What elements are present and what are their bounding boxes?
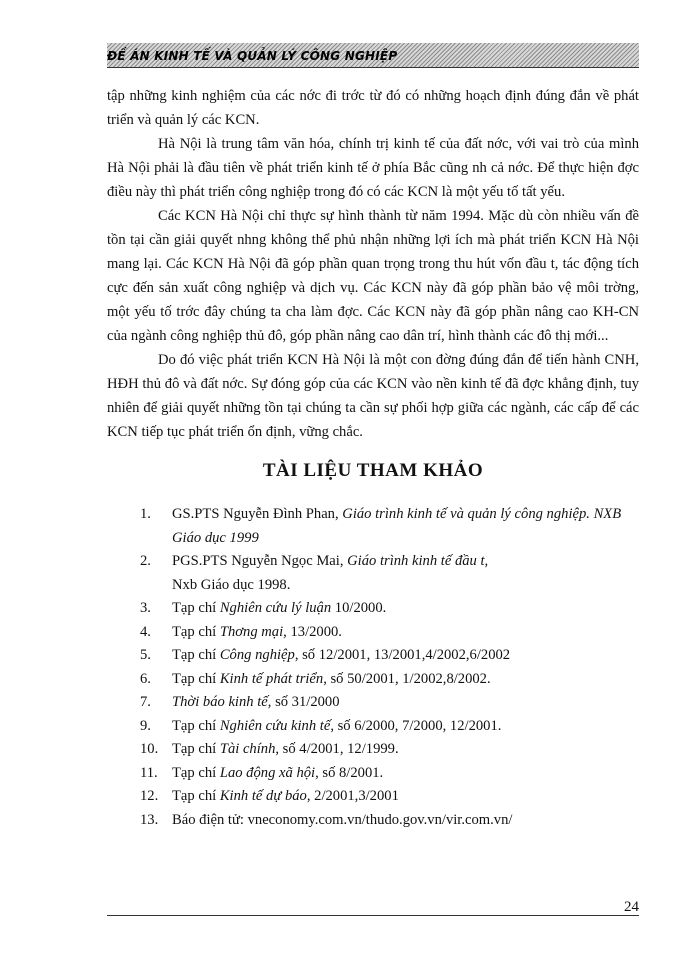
reference-number: 5.	[140, 647, 151, 663]
reference-text: Tạp chí	[172, 717, 220, 734]
body-text	[107, 84, 639, 444]
reference-text: Tạp chí	[172, 764, 220, 781]
page-number: 24	[624, 899, 639, 915]
reference-item	[107, 621, 639, 645]
reference-item	[107, 668, 639, 692]
reference-number: 1.	[140, 506, 151, 522]
reference-detail: , 2/2001,3/2001	[306, 788, 399, 804]
reference-title: Kinh tế dự báo	[219, 788, 307, 804]
reference-title: Nghiên cứu lý luận	[219, 600, 332, 616]
reference-number: 6.	[140, 670, 151, 687]
reference-number: 4.	[140, 623, 151, 640]
reference-number: 3.	[140, 600, 151, 616]
reference-title: Công nghiệp	[219, 647, 295, 663]
reference-text: Tạp chí	[172, 788, 220, 804]
header-rule	[107, 67, 639, 68]
reference-number: 2.	[140, 553, 151, 569]
reference-number: 10.	[140, 741, 159, 757]
reference-detail: , số 4/2001, 12/1999.	[275, 741, 399, 757]
reference-number: 9.	[140, 717, 151, 734]
running-header-title: ĐỀ ÁN KINH TẾ VÀ QUẢN LÝ CÔNG NGHIỆP	[107, 49, 398, 63]
reference-number: 11.	[140, 764, 158, 781]
reference-title: Tài chính	[219, 741, 276, 757]
reference-title: Giáo trình kinh tế và quản lý công nghiệp. NXB Giáo dục 1999	[172, 506, 622, 546]
references-title: TÀI LIỆU THAM KHẢO	[262, 460, 484, 481]
paragraph: Các KCN Hà Nội chỉ thực sự hình thành từ năm 1994. Mặc dù còn nhiều vấn đề tồn tại cần giải quyết nhng không thể phủ nhận những lợi ích mà phát triển KCN Hà Nội mang lại. Các KCN Hà Nội đã góp phần quan trọng trong thu hút vốn đầu t, tác động tích cực đến sản xuất công nghiệp và dịch vụ. Các KCN này đã góp phần bảo vệ môi trờng, một yếu tố trớc đây chúng ta cha làm đợc. Các KCN này đã góp phần nâng cao KH-CN của ngành công nghiệp thủ đô, góp phần nâng cao dân trí, hình thành các đô thị mới...	[107, 208, 639, 344]
reference-item	[107, 715, 639, 739]
reference-item	[107, 691, 639, 715]
reference-detail: , số 6/2000, 7/2000, 12/2001.	[330, 717, 502, 734]
reference-text: Tạp chí	[172, 741, 220, 757]
reference-text: GS.PTS Nguyễn Đình Phan,	[172, 506, 343, 522]
paragraph: tập những kinh nghiệm của các nớc đi trớc từ đó có những hoạch định đúng đắn về phát triển và quản lý các KCN.	[107, 88, 639, 128]
reference-detail: , số 12/2001, 13/2001,4/2002,6/2002	[294, 647, 511, 663]
paragraph: Do đó việc phát triển KCN Hà Nội là một con đờng đúng đắn để tiến hành CNH, HĐH thủ đô và đất nớc. Sự đóng góp của các KCN vào nền kinh tế đã đợc khẳng định, tuy nhiên để giải quyết những tồn tại chúng ta cần sự phối hợp giữa các ngành, các cấp để các KCN tiếp tục phát triển ổn định, vững chắc.	[107, 352, 639, 440]
references-list	[107, 503, 639, 832]
reference-title: Nghiên cứu kinh tế	[219, 717, 331, 734]
reference-text: Tạp chí	[172, 600, 220, 616]
reference-item	[107, 550, 639, 597]
reference-detail: , số 50/2001, 1/2002,8/2002.	[323, 670, 491, 687]
reference-title: Thơng mại	[219, 623, 284, 640]
reference-item	[107, 738, 639, 762]
reference-title: Giáo trình kinh tế đầu t,	[347, 553, 489, 569]
paragraph: Hà Nội là trung tâm văn hóa, chính trị kinh tế của đất nớc, với vai trò của mình Hà Nội phải là đầu tiên về phát triển kinh tế ở phía Bắc cũng nh cả nớc. Để thực hiện đợc điều này thì phát triển công nghiệp trong đó có các KCN là một yếu tố tất yếu.	[107, 136, 639, 200]
reference-title: Thời báo kinh tế	[172, 694, 268, 710]
reference-title: Kinh tế phát triển	[219, 670, 324, 687]
reference-text: Tạp chí	[172, 647, 220, 663]
reference-text: Tạp chí	[172, 670, 220, 687]
reference-number: 12.	[140, 788, 159, 804]
reference-item	[107, 809, 639, 833]
reference-number: 13.	[140, 811, 159, 828]
reference-number: 7.	[140, 694, 151, 710]
reference-text: Báo điện tử: vneconomy.com.vn/thudo.gov.vn/vir.com.vn/	[172, 811, 513, 828]
reference-text: Tạp chí	[172, 623, 220, 640]
reference-detail: , số 8/2001.	[315, 764, 384, 781]
reference-title: Lao động xã hội	[219, 764, 316, 781]
reference-item	[107, 762, 639, 786]
reference-item	[107, 503, 639, 550]
reference-item	[107, 597, 639, 621]
reference-item	[107, 785, 639, 809]
reference-item	[107, 644, 639, 668]
footer-rule	[107, 915, 639, 916]
reference-detail: , 13/2000.	[283, 623, 342, 640]
reference-publisher: Nxb Giáo dục 1998.	[172, 576, 291, 593]
reference-detail: 10/2000.	[331, 600, 387, 616]
reference-detail: , số 31/2000	[267, 694, 340, 710]
reference-text: PGS.PTS Nguyễn Ngọc Mai,	[172, 553, 348, 569]
